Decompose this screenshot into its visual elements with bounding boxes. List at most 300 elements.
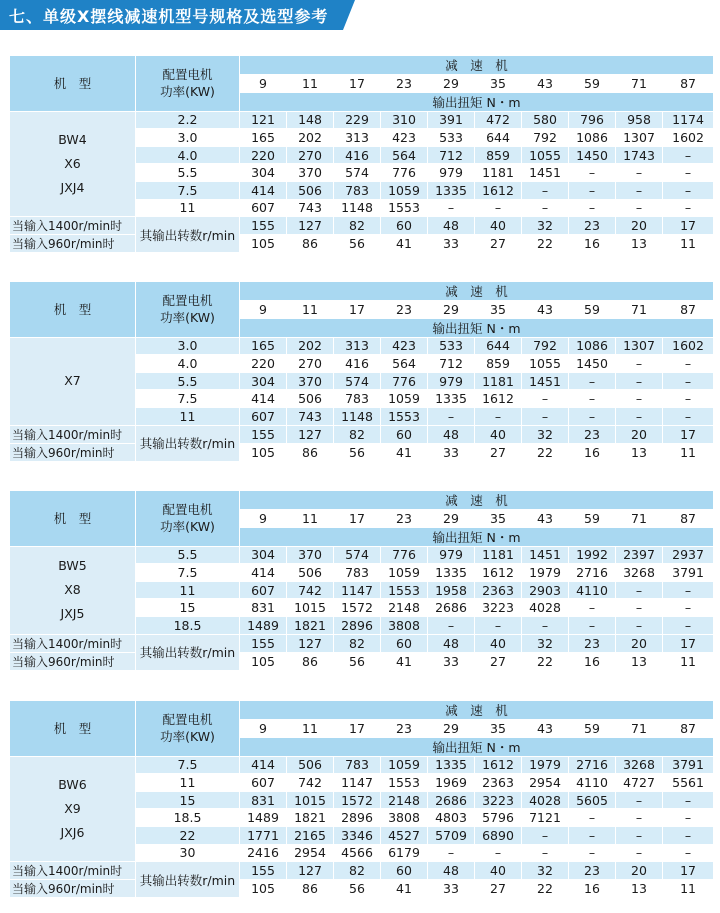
torque-cell: 313	[334, 129, 381, 147]
power-cell: 18.5	[136, 809, 240, 827]
speed-960-cell: 33	[428, 443, 475, 461]
power-cell: 4.0	[136, 355, 240, 373]
ratio-cell: 71	[616, 75, 663, 93]
motor-header-line1: 配置电机	[162, 712, 213, 728]
torque-cell: 4727	[616, 774, 663, 792]
torque-cell: 2363	[475, 774, 522, 792]
ratio-cell: 87	[663, 510, 714, 528]
speed-1400-cell: 127	[287, 425, 334, 443]
torque-cell: 2148	[381, 599, 428, 617]
model-name: X7	[64, 373, 81, 389]
torque-cell: –	[616, 164, 663, 182]
torque-cell: 712	[428, 146, 475, 164]
torque-cell: 165	[240, 129, 287, 147]
torque-cell: –	[616, 372, 663, 390]
torque-cell: 1612	[475, 181, 522, 199]
torque-cell: –	[663, 809, 714, 827]
speed-1400-cell: 48	[428, 634, 475, 652]
speed-1400-cell: 23	[569, 425, 616, 443]
torque-cell: –	[569, 181, 616, 199]
torque-cell: 506	[287, 181, 334, 199]
torque-cell: 370	[287, 546, 334, 564]
speed-960-cell: 16	[569, 880, 616, 898]
speed-1400-cell: 40	[475, 634, 522, 652]
speed-1400-label: 当输入1400r/min时	[10, 425, 136, 443]
speed-960-cell: 16	[569, 652, 616, 670]
torque-cell: 3791	[663, 564, 714, 582]
torque-cell: 1307	[616, 129, 663, 147]
torque-cell: 1553	[381, 581, 428, 599]
torque-cell: 979	[428, 164, 475, 182]
ratio-cell: 17	[334, 510, 381, 528]
ratio-cell: 23	[381, 301, 428, 319]
power-cell: 7.5	[136, 564, 240, 582]
torque-cell: 1147	[334, 774, 381, 792]
speed-1400-cell: 20	[616, 425, 663, 443]
torque-cell: 574	[334, 546, 381, 564]
speed-960-cell: 11	[663, 880, 714, 898]
torque-cell: –	[663, 599, 714, 617]
torque-cell: 1821	[287, 616, 334, 634]
torque-cell: –	[616, 355, 663, 373]
speed-1400-cell: 17	[663, 862, 714, 880]
speed-1400-cell: 23	[569, 862, 616, 880]
torque-cell: 607	[240, 774, 287, 792]
speed-1400-cell: 60	[381, 425, 428, 443]
torque-cell: 3346	[334, 826, 381, 844]
motor-power-header	[136, 701, 240, 757]
torque-cell: 776	[381, 372, 428, 390]
ratio-cell: 11	[287, 510, 334, 528]
torque-cell: –	[569, 599, 616, 617]
torque-cell: 1992	[569, 546, 616, 564]
torque-header: 输出扭矩 N・m	[240, 318, 714, 337]
speed-960-cell: 41	[381, 443, 428, 461]
speed-1400-cell: 48	[428, 425, 475, 443]
torque-header: 输出扭矩 N・m	[240, 527, 714, 546]
torque-cell: 1743	[616, 146, 663, 164]
power-cell: 7.5	[136, 756, 240, 774]
torque-cell: 3268	[616, 564, 663, 582]
torque-cell: 859	[475, 355, 522, 373]
torque-cell: –	[569, 372, 616, 390]
torque-cell: –	[663, 199, 714, 217]
torque-cell: 6179	[381, 844, 428, 862]
table-row	[10, 111, 714, 129]
torque-cell: 202	[287, 129, 334, 147]
torque-cell: 831	[240, 791, 287, 809]
speed-1400-cell: 82	[334, 634, 381, 652]
model-name: JXJ5	[60, 606, 85, 622]
speed-960-cell: 33	[428, 235, 475, 253]
torque-cell: 2896	[334, 616, 381, 634]
torque-cell: 202	[287, 337, 334, 355]
reducer-header: 减 速 机	[240, 491, 714, 510]
torque-cell: –	[616, 809, 663, 827]
torque-cell: 121	[240, 111, 287, 129]
torque-cell: 564	[381, 355, 428, 373]
speed-1400-label: 当输入1400r/min时	[10, 862, 136, 880]
torque-cell: 1612	[475, 390, 522, 408]
reducer-header: 减 速 机	[240, 56, 714, 75]
section-banner	[0, 0, 355, 30]
torque-cell: 304	[240, 546, 287, 564]
torque-cell: –	[522, 616, 569, 634]
speed-960-cell: 13	[616, 652, 663, 670]
torque-cell: –	[569, 616, 616, 634]
torque-cell: 1602	[663, 337, 714, 355]
torque-cell: 1181	[475, 546, 522, 564]
speed-1400-label: 当输入1400r/min时	[10, 217, 136, 235]
ratio-cell: 87	[663, 301, 714, 319]
speed-960-cell: 86	[287, 652, 334, 670]
torque-cell: 5605	[569, 791, 616, 809]
ratio-cell: 11	[287, 301, 334, 319]
torque-cell: –	[616, 616, 663, 634]
spec-table	[9, 55, 714, 253]
speed-960-cell: 11	[663, 443, 714, 461]
speed-960-cell: 27	[475, 443, 522, 461]
model-header: 机 型	[10, 282, 136, 338]
torque-cell: 5709	[428, 826, 475, 844]
ratio-cell: 71	[616, 301, 663, 319]
output-speed-label: 其输出转数r/min	[136, 634, 240, 670]
torque-cell: –	[475, 616, 522, 634]
torque-cell: 607	[240, 407, 287, 425]
torque-cell: –	[663, 146, 714, 164]
torque-cell: 1572	[334, 599, 381, 617]
model-name: JXJ4	[60, 179, 85, 195]
power-cell: 7.5	[136, 181, 240, 199]
torque-cell: 148	[287, 111, 334, 129]
speed-1400-cell: 155	[240, 634, 287, 652]
torque-header: 输出扭矩 N・m	[240, 737, 714, 756]
torque-cell: 2397	[616, 546, 663, 564]
torque-cell: 607	[240, 199, 287, 217]
power-cell: 15	[136, 791, 240, 809]
model-name: BW4	[58, 131, 87, 147]
torque-cell: 1086	[569, 129, 616, 147]
torque-cell: 533	[428, 337, 475, 355]
torque-cell: 1059	[381, 564, 428, 582]
motor-power-header	[136, 282, 240, 338]
speed-1400-cell: 20	[616, 217, 663, 235]
speed-960-cell: 27	[475, 235, 522, 253]
torque-cell: 2363	[475, 581, 522, 599]
torque-cell: 6890	[475, 826, 522, 844]
torque-cell: 4028	[522, 599, 569, 617]
torque-cell: –	[569, 199, 616, 217]
torque-cell: 4527	[381, 826, 428, 844]
torque-cell: 1181	[475, 164, 522, 182]
motor-header-line2: 功率(KW)	[160, 310, 215, 326]
torque-cell: 3268	[616, 756, 663, 774]
speed-960-cell: 41	[381, 235, 428, 253]
speed-960-cell: 56	[334, 880, 381, 898]
torque-cell: –	[616, 599, 663, 617]
speed-1400-cell: 20	[616, 862, 663, 880]
torque-cell: 414	[240, 756, 287, 774]
torque-cell: 1572	[334, 791, 381, 809]
torque-cell: 3223	[475, 791, 522, 809]
ratio-cell: 59	[569, 75, 616, 93]
speed-1400-cell: 20	[616, 634, 663, 652]
power-cell: 3.0	[136, 337, 240, 355]
torque-cell: 1553	[381, 199, 428, 217]
torque-cell: –	[522, 407, 569, 425]
torque-cell: 792	[522, 337, 569, 355]
power-cell: 11	[136, 774, 240, 792]
ratio-cell: 59	[569, 720, 616, 738]
section-title: 七、单级X摆线减速机型号规格及选型参考	[9, 7, 329, 26]
torque-cell: –	[663, 355, 714, 373]
torque-cell: 414	[240, 564, 287, 582]
torque-cell: 574	[334, 164, 381, 182]
ratio-cell: 23	[381, 510, 428, 528]
torque-cell: 506	[287, 564, 334, 582]
torque-cell: 776	[381, 164, 428, 182]
speed-960-cell: 86	[287, 443, 334, 461]
motor-power-header	[136, 491, 240, 547]
power-cell: 2.2	[136, 111, 240, 129]
speed-1400-cell: 40	[475, 217, 522, 235]
torque-cell: 1771	[240, 826, 287, 844]
speed-1400-cell: 40	[475, 862, 522, 880]
torque-cell: 4566	[334, 844, 381, 862]
speed-960-cell: 105	[240, 880, 287, 898]
torque-cell: 3223	[475, 599, 522, 617]
speed-1400-cell: 17	[663, 217, 714, 235]
speed-1400-cell: 82	[334, 217, 381, 235]
torque-cell: 2716	[569, 756, 616, 774]
torque-cell: 1489	[240, 809, 287, 827]
torque-cell: 1148	[334, 407, 381, 425]
torque-cell: 1602	[663, 129, 714, 147]
output-speed-label: 其输出转数r/min	[136, 862, 240, 898]
torque-cell: –	[616, 407, 663, 425]
ratio-cell: 71	[616, 510, 663, 528]
power-cell: 7.5	[136, 390, 240, 408]
torque-cell: –	[616, 581, 663, 599]
spec-table	[9, 700, 714, 898]
ratio-cell: 43	[522, 301, 569, 319]
ratio-cell: 43	[522, 75, 569, 93]
speed-960-cell: 16	[569, 235, 616, 253]
speed-1400-cell: 60	[381, 217, 428, 235]
torque-cell: 1307	[616, 337, 663, 355]
speed-960-cell: 22	[522, 652, 569, 670]
speed-1400-cell: 40	[475, 425, 522, 443]
torque-cell: 1174	[663, 111, 714, 129]
torque-cell: 165	[240, 337, 287, 355]
speed-1400-cell: 60	[381, 634, 428, 652]
speed-960-cell: 56	[334, 443, 381, 461]
torque-cell: 423	[381, 129, 428, 147]
power-cell: 11	[136, 407, 240, 425]
speed-960-cell: 105	[240, 652, 287, 670]
ratio-cell: 35	[475, 510, 522, 528]
model-header: 机 型	[10, 491, 136, 547]
torque-cell: 423	[381, 337, 428, 355]
torque-cell: 742	[287, 581, 334, 599]
torque-cell: 506	[287, 756, 334, 774]
speed-1400-cell: 60	[381, 862, 428, 880]
torque-cell: –	[569, 809, 616, 827]
torque-cell: 1059	[381, 756, 428, 774]
speed-960-cell: 13	[616, 235, 663, 253]
torque-cell: 712	[428, 355, 475, 373]
torque-cell: 2416	[240, 844, 287, 862]
speed-1400-cell: 127	[287, 634, 334, 652]
torque-cell: 4110	[569, 774, 616, 792]
torque-cell: –	[569, 844, 616, 862]
ratio-cell: 71	[616, 720, 663, 738]
model-name: BW6	[58, 776, 87, 792]
table-row	[10, 756, 714, 774]
speed-960-label: 当输入960r/min时	[10, 880, 136, 898]
torque-header: 输出扭矩 N・m	[240, 92, 714, 111]
torque-cell: 370	[287, 164, 334, 182]
torque-cell: –	[428, 407, 475, 425]
torque-cell: 792	[522, 129, 569, 147]
torque-cell: 1086	[569, 337, 616, 355]
model-name: BW5	[58, 558, 87, 574]
speed-1400-cell: 17	[663, 425, 714, 443]
torque-cell: 783	[334, 564, 381, 582]
torque-cell: 580	[522, 111, 569, 129]
table-row	[10, 546, 714, 564]
torque-cell: 1147	[334, 581, 381, 599]
model-name: X6	[64, 155, 81, 171]
motor-header-line2: 功率(KW)	[160, 729, 215, 745]
torque-cell: 414	[240, 181, 287, 199]
torque-cell: –	[616, 181, 663, 199]
speed-1400-cell: 32	[522, 862, 569, 880]
torque-cell: –	[428, 844, 475, 862]
torque-cell: 3808	[381, 809, 428, 827]
torque-cell: –	[663, 844, 714, 862]
speed-960-cell: 16	[569, 443, 616, 461]
model-name: JXJ6	[60, 824, 85, 840]
torque-cell: 1821	[287, 809, 334, 827]
model-cell	[10, 756, 136, 862]
torque-cell: 776	[381, 546, 428, 564]
torque-cell: –	[663, 372, 714, 390]
ratio-cell: 9	[240, 75, 287, 93]
power-cell: 15	[136, 599, 240, 617]
torque-cell: –	[428, 199, 475, 217]
reducer-header: 减 速 机	[240, 282, 714, 301]
torque-cell: 2165	[287, 826, 334, 844]
torque-cell: –	[663, 181, 714, 199]
torque-cell: 2896	[334, 809, 381, 827]
torque-cell: 5561	[663, 774, 714, 792]
torque-cell: –	[428, 616, 475, 634]
ratio-cell: 23	[381, 720, 428, 738]
power-cell: 30	[136, 844, 240, 862]
torque-cell: 1451	[522, 164, 569, 182]
speed-1400-cell: 32	[522, 425, 569, 443]
ratio-cell: 87	[663, 720, 714, 738]
speed-1400-cell: 48	[428, 862, 475, 880]
torque-cell: –	[663, 390, 714, 408]
motor-header-line2: 功率(KW)	[160, 84, 215, 100]
power-cell: 11	[136, 581, 240, 599]
torque-cell: 220	[240, 355, 287, 373]
torque-cell: 1015	[287, 791, 334, 809]
torque-cell: –	[569, 390, 616, 408]
torque-cell: 1148	[334, 199, 381, 217]
torque-cell: –	[663, 164, 714, 182]
torque-cell: –	[569, 407, 616, 425]
torque-cell: 304	[240, 372, 287, 390]
motor-header-line1: 配置电机	[162, 67, 213, 83]
ratio-cell: 35	[475, 720, 522, 738]
ratio-cell: 17	[334, 720, 381, 738]
model-name: X8	[64, 582, 81, 598]
torque-cell: 958	[616, 111, 663, 129]
torque-cell: 607	[240, 581, 287, 599]
torque-cell: 2903	[522, 581, 569, 599]
torque-cell: 783	[334, 390, 381, 408]
output-speed-label: 其输出转数r/min	[136, 217, 240, 253]
power-cell: 4.0	[136, 146, 240, 164]
torque-cell: 3791	[663, 756, 714, 774]
torque-cell: 370	[287, 372, 334, 390]
torque-cell: 1969	[428, 774, 475, 792]
torque-cell: 1451	[522, 546, 569, 564]
speed-1400-label: 当输入1400r/min时	[10, 634, 136, 652]
torque-cell: 1553	[381, 774, 428, 792]
torque-cell: 2686	[428, 599, 475, 617]
speed-1400-cell: 23	[569, 217, 616, 235]
power-cell: 5.5	[136, 546, 240, 564]
power-cell: 22	[136, 826, 240, 844]
speed-960-cell: 56	[334, 652, 381, 670]
ratio-cell: 35	[475, 75, 522, 93]
torque-cell: 416	[334, 146, 381, 164]
torque-cell: –	[522, 844, 569, 862]
speed-1400-cell: 23	[569, 634, 616, 652]
speed-1400-cell: 17	[663, 634, 714, 652]
torque-cell: 831	[240, 599, 287, 617]
torque-cell: 742	[287, 774, 334, 792]
torque-cell: 644	[475, 129, 522, 147]
torque-cell: 391	[428, 111, 475, 129]
torque-cell: 270	[287, 355, 334, 373]
speed-960-label: 当输入960r/min时	[10, 443, 136, 461]
torque-cell: 4803	[428, 809, 475, 827]
motor-header-line2: 功率(KW)	[160, 519, 215, 535]
torque-cell: 220	[240, 146, 287, 164]
speed-960-cell: 86	[287, 880, 334, 898]
ratio-cell: 29	[428, 510, 475, 528]
torque-cell: –	[569, 826, 616, 844]
torque-cell: 564	[381, 146, 428, 164]
torque-cell: –	[616, 826, 663, 844]
speed-1400-cell: 127	[287, 217, 334, 235]
torque-cell: 1055	[522, 146, 569, 164]
power-cell: 3.0	[136, 129, 240, 147]
speed-960-cell: 11	[663, 652, 714, 670]
torque-cell: –	[475, 407, 522, 425]
speed-960-cell: 27	[475, 880, 522, 898]
torque-cell: 4028	[522, 791, 569, 809]
ratio-cell: 11	[287, 75, 334, 93]
torque-cell: 304	[240, 164, 287, 182]
torque-cell: 2954	[287, 844, 334, 862]
power-cell: 5.5	[136, 164, 240, 182]
